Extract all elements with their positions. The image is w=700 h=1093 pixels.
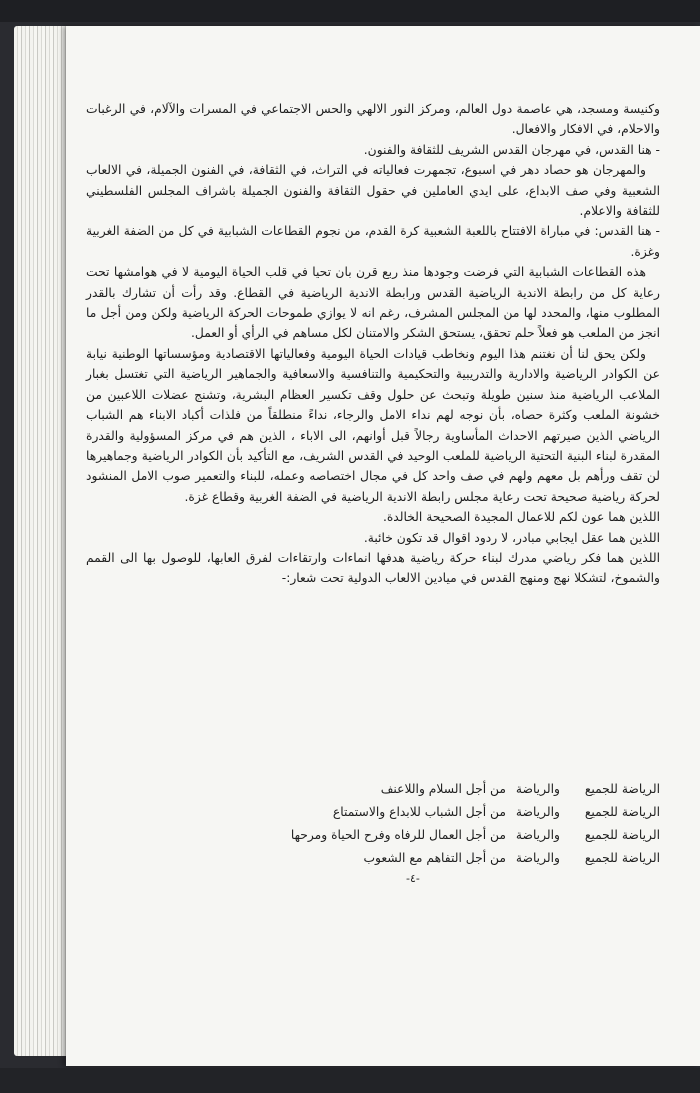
paragraph: اللذين هما عون لكم للاعمال المجيدة الصحيحة الخالدة. xyxy=(382,510,660,525)
slogan-row xyxy=(266,847,660,870)
slogan-part-b: والرياضة xyxy=(515,851,560,865)
paragraph: والمهرجان هو حصاد دهر في اسبوع، تجمهرت فعالياته في التراث، في الثقافة، في الفنون الجميلة، في الالعاب الشعبية وفي صف الابداع، على ايدي العاملين في حقول الثقافة والفنون الجميلة باشراف المجلس الفلسطيني للثقافة والاعلام. xyxy=(86,163,660,219)
slogan-part-b: والرياضة xyxy=(515,828,560,842)
paragraph: - هنا القدس: في مباراة الافتتاح باللعبة الشعبية كرة القدم، من نجوم القطاعات الشبابية في كل من الضفة الغربية وغزة. xyxy=(86,224,660,259)
slogan-part-c: من أجل السلام واللاعنف xyxy=(380,782,506,796)
binder-edge-top xyxy=(0,0,700,22)
slogan-row xyxy=(266,778,660,801)
slogan-part-b: والرياضة xyxy=(515,782,560,796)
slogan-part-a: الرياضة للجميع xyxy=(584,851,660,865)
paragraph: ولكن يحق لنا أن نغتنم هذا اليوم ونخاطب قيادات الحياة اليومية وفعالياتها الاقتصادية ومؤسساتها الوطنية نيابة عن الكوادر الرياضية والادارية والتدريبية والتحكيمية والتنافسية والاسعافية والجماهير الرياضية التي تغتسل بغبار الملاعب الرياضية منذ سنين طويلة وتبحث عن حلول وقف تكسير العظام البشرية، وتشنج عضلات اللاعبين من خشونة الملعب وكثرة حصاه، بأن نوجه لهم نداء الامل والرجاء، نداءً منطلقاً من فلذات أكباد الابناء هم الشباب الرياضي الذين صيرتهم الاحداث المأساوية رجالاً قبل أوانهم، الى الاباء ، الذين هم في مركز المسؤولية والقدرة المقدرة لبناء البنية التحتية الرياضية للملعب الوحيد في القدس الشريف، مع التأكيد بأن الكوادر الرياضية وجماهيرها لن تقف ورأهم بل معهم ولهم في صف واحد كل في مجال اختصاصه وعمله، للبناء والتعمير صوب الامل المنشود لحركة رياضية صحيحة تحت رعاية مجلس رابطة الاندية الرياضية في الضفة الغربية وقطاع غزة. xyxy=(86,346,660,504)
slogan-part-c: من أجل العمال للرفاه وفرح الحياة ومرحها xyxy=(290,828,506,842)
paragraph: اللذين هما فكر رياضي مدرك لبناء حركة رياضية هدفها انماءات وارتقاءات لفرق العابها، للوصول بها الى القمم والشموخ، لتشكلا نهج ومنهج القدس في ميادين الالعاب الدولية تحت شعار:- xyxy=(86,550,660,586)
slogan-part-a: الرياضة للجميع xyxy=(584,828,660,842)
slogan-part-a: الرياضة للجميع xyxy=(584,805,660,819)
paragraph: هذه القطاعات الشبابية التي فرضت وجودها منذ ربع قرن بان تحيا في قلب الحياة اليومية لا في هوامشها تحت رعاية كل من رابطة الاندية الرياضية القدس ورابطة الاندية الرياضية في القطاع. وقد رأت أن تشارك بالقدر المطلوب منها، والمحدد لها من المجلس المشرف، رغم انه لا يوازي طموحات الحركة الرياضية ولكن ومن أجل ما انجز من الملعب هو فعلاً حلم تحقق، يستحق الشكر والامتنان لكل مساهم في الرأي أو العمل. xyxy=(86,265,660,341)
slogan-list xyxy=(266,778,660,870)
paragraph: اللذين هما عقل ايجابي مبادر، لا ردود اقوال قد تكون خائبة. xyxy=(363,530,660,545)
page-number: -٤- xyxy=(406,872,420,885)
slogan-part-c: من أجل التفاهم مع الشعوب xyxy=(363,851,506,865)
slogan-part-a: الرياضة للجميع xyxy=(584,782,660,796)
slogan-part-c: من أجل الشباب للابداع والاستمتاع xyxy=(332,805,506,819)
document-page xyxy=(66,26,700,1066)
body-text xyxy=(86,99,660,589)
binder-edge-bottom xyxy=(0,1068,700,1093)
slogan-part-b: والرياضة xyxy=(515,805,560,819)
slogan-row xyxy=(266,801,660,824)
paragraph: - هنا القدس، في مهرجان القدس الشريف للثقافة والفنون. xyxy=(363,142,660,157)
paragraph: وكنيسة ومسجد، هي عاصمة دول العالم، ومركز النور الالهي والحس الاجتماعي في المسرات والآلام، في الرغبات والاحلام، في الافكار والافعال. xyxy=(86,102,660,137)
slogan-row xyxy=(266,824,660,847)
